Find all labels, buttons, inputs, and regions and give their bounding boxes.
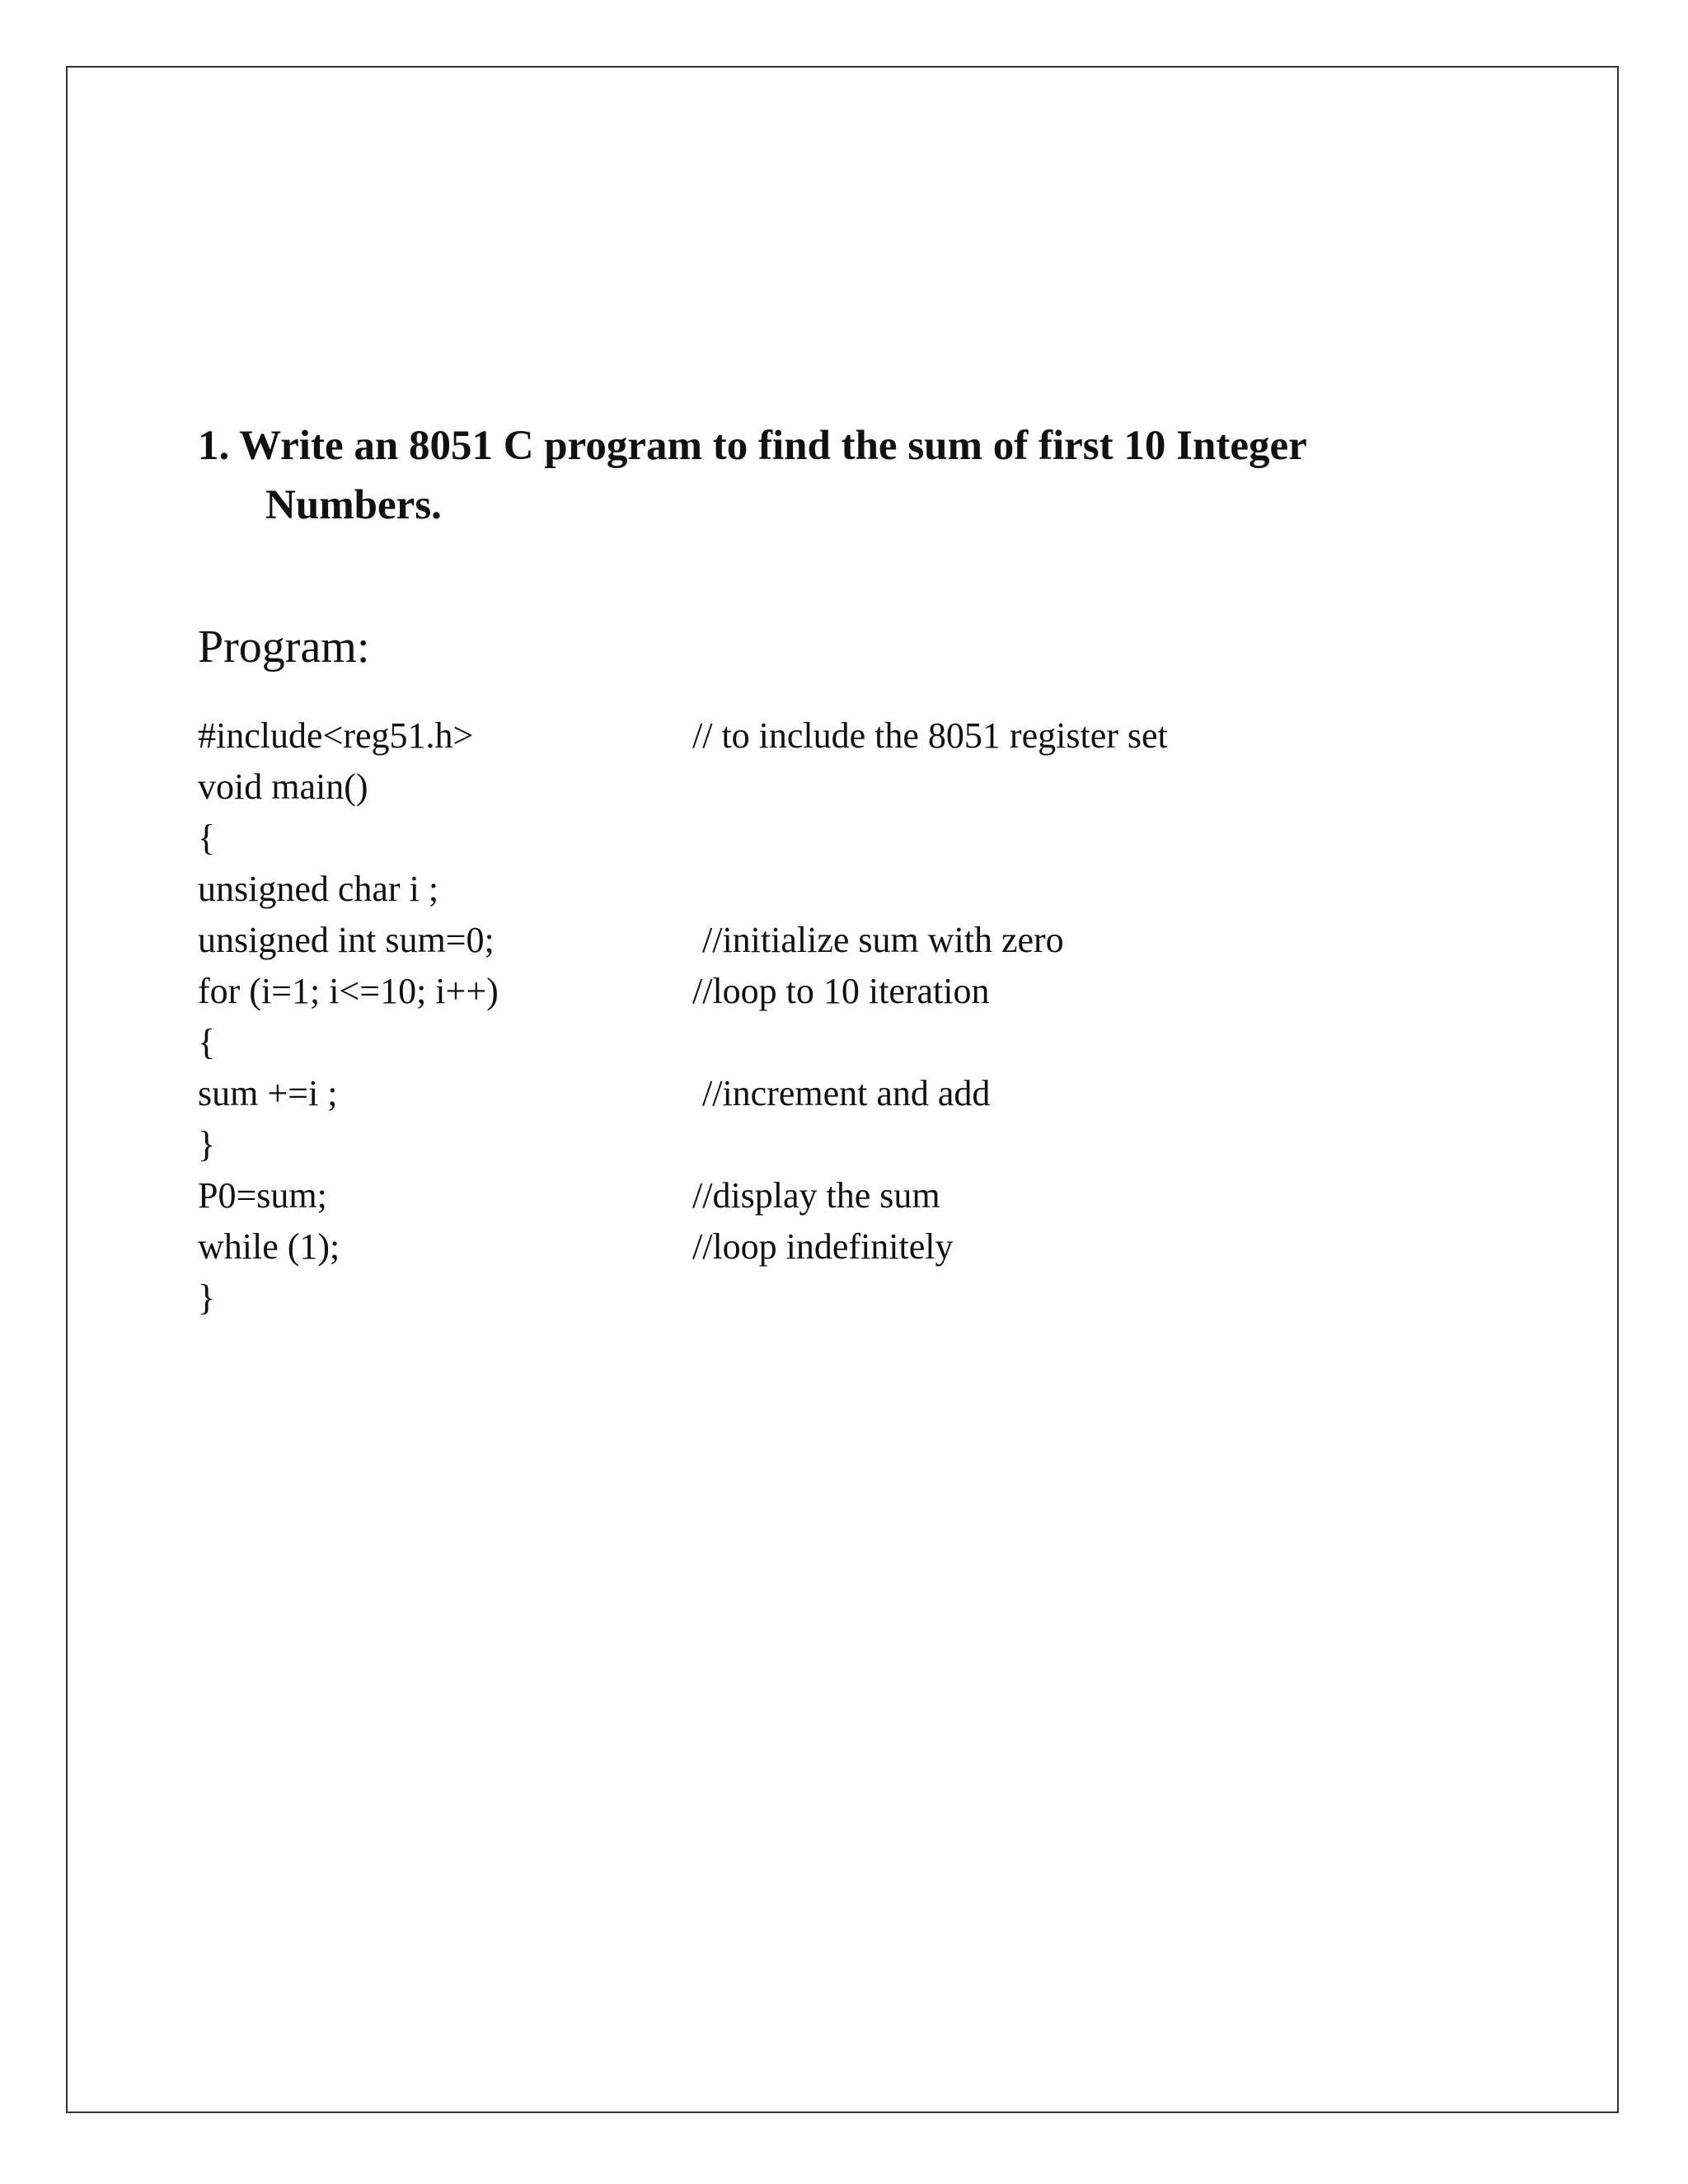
- code-text: P0=sum;: [198, 1175, 327, 1216]
- code-text: unsigned char i ;: [198, 869, 439, 909]
- code-listing: [198, 710, 1434, 1324]
- code-text: void main(): [198, 766, 368, 807]
- code-text: {: [198, 1022, 216, 1062]
- program-heading: Program:: [198, 621, 370, 673]
- code-text: unsigned int sum=0;: [198, 920, 495, 960]
- code-line: [198, 966, 1434, 1017]
- code-text: #include<reg51.h>: [198, 715, 474, 756]
- question-line-1: 1. Write an 8051 C program to find the sum of first 10 Integer: [198, 423, 1307, 469]
- code-line: [198, 915, 1434, 966]
- code-comment: //increment and add: [702, 1073, 991, 1113]
- code-line: [198, 864, 1434, 915]
- code-line: [198, 1017, 1434, 1068]
- code-comment: //display the sum: [692, 1175, 940, 1216]
- code-line: [198, 1221, 1434, 1272]
- question-line-2: Numbers.: [265, 482, 442, 528]
- code-line: [198, 762, 1434, 813]
- code-text: }: [198, 1277, 216, 1318]
- code-text: for (i=1; i<=10; i++): [198, 971, 499, 1011]
- code-text: while (1);: [198, 1226, 340, 1267]
- question-heading: [198, 416, 1517, 535]
- code-text: }: [198, 1124, 216, 1165]
- code-line: [198, 1119, 1434, 1170]
- code-line: [198, 1170, 1434, 1221]
- code-line: [198, 1068, 1434, 1119]
- code-comment: //loop to 10 iteration: [692, 971, 990, 1011]
- code-comment: //loop indefinitely: [692, 1226, 954, 1267]
- code-line: [198, 710, 1434, 762]
- code-line: [198, 813, 1434, 864]
- code-text: sum +=i ;: [198, 1073, 338, 1113]
- code-comment: // to include the 8051 register set: [692, 715, 1168, 756]
- code-line: [198, 1272, 1434, 1324]
- code-text: {: [198, 818, 216, 858]
- code-comment: //initialize sum with zero: [702, 920, 1064, 960]
